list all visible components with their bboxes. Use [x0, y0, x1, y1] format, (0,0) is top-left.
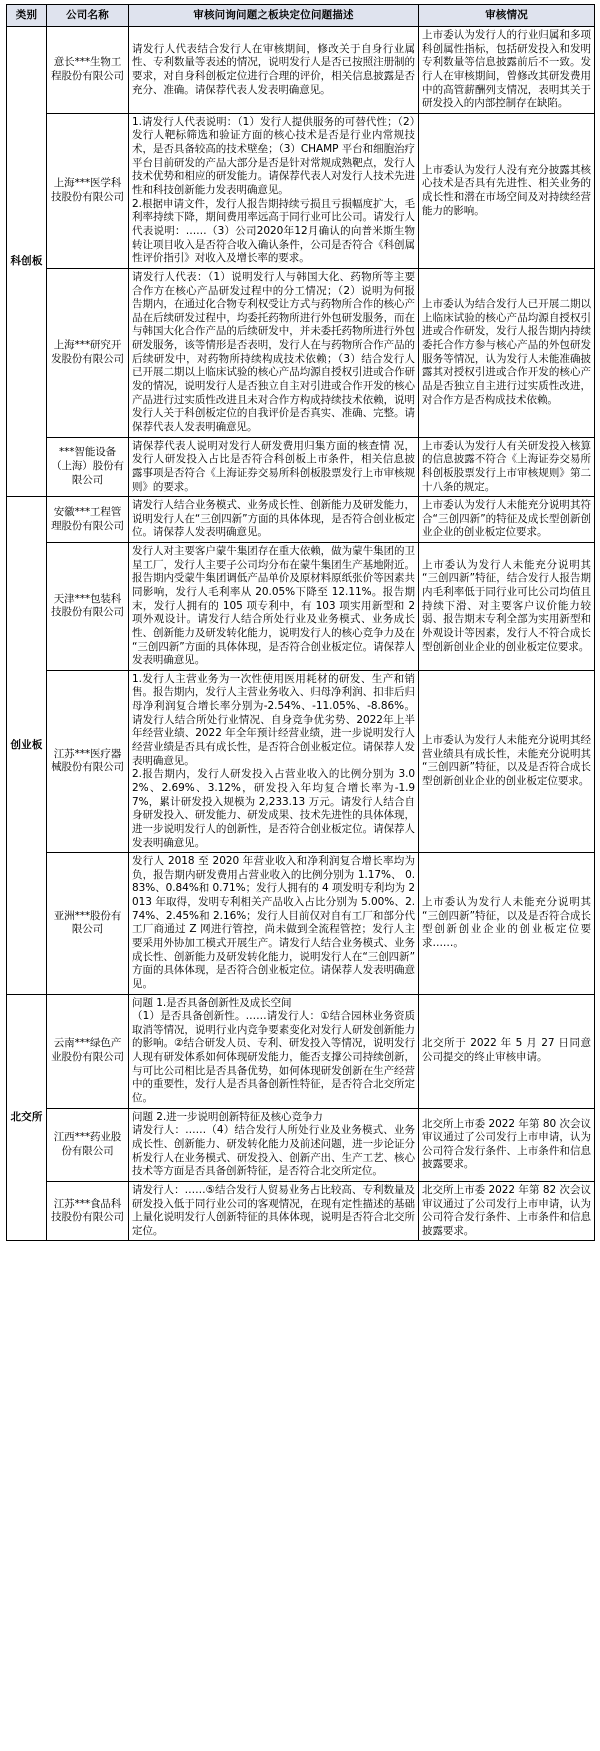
question-paragraph: 发行人对主要客户蒙牛集团存在重大依赖，做为蒙牛集团的卫星工厂，发行人主要子公司均分布在蒙牛集团生产基地附近。报告期内受蒙牛集团调低产品单价及原材料原纸张价等因素共同影响，发行人毛利率从 20.05%下降至 12.11%。报告期末，发行人拥有的 105 项专利中，有 103 项实用新型和 2 项外观设计。请发行人结合所处行业及业务模式、业务成长性、创新能力及研发转化能力，说明发行人的核心竞争力及在“三创四新”方面的具体体现，是否符合创业板定位。请保荐人发表明确意见。 — [132, 545, 415, 667]
audit-result-cell: 上市委认为发行人未能充分说明其符合“三创四新”的特征及成长型创新创业企业的创业板定位要求。 — [419, 497, 595, 543]
table-row — [7, 113, 595, 268]
table-row — [7, 853, 595, 994]
company-name-cell: 上海***研究开发股份有限公司 — [47, 268, 129, 437]
company-name-cell: 云南***绿色产业股份有限公司 — [47, 994, 129, 1108]
question-description-cell — [129, 994, 419, 1108]
company-name-cell: 江苏***食品科技股份有限公司 — [47, 1181, 129, 1241]
question-paragraph: 请发行人结合业务模式、业务成长性、创新能力及研发能力，说明发行人在“三创四新”方面的具体体现，是否符合创业板定位。请保荐人发表明确意见。 — [132, 499, 415, 539]
question-paragraph: 请发行人：……⑤结合发行人贸易业务占比较高、专利数量及研发投入低于同行业公司的客观情况，在现有定性描述的基础上量化说明发行人创新特征的具体体现，说明是否符合北交所定位。 — [132, 1183, 415, 1237]
question-paragraph: 请发行人：……（4）结合发行人所处行业及业务模式、业务成长性、创新能力、研发转化能力及前述问题，进一步论证分析发行人在业务模式、研发投入、创新产出、生产工艺、核心技术等方面是否具备创新特征，是否符合北交所定位。 — [132, 1124, 415, 1178]
question-description-cell — [129, 1108, 419, 1181]
audit-result-cell: 上市委认为发行人有关研发投入核算的信息披露不符合《上海证券交易所科创板股票发行上市审核规则》第二十八条的规定。 — [419, 437, 595, 497]
question-paragraph: 问题 2.进一步说明创新特征及核心竞争力 — [132, 1110, 323, 1123]
column-header-result: 审核情况 — [419, 5, 595, 27]
question-paragraph: 问题 1.是否具备创新性及成长空间 — [132, 996, 292, 1009]
table-row — [7, 497, 595, 543]
table-row — [7, 1108, 595, 1181]
audit-result-cell: 北交所上市委 2022 年第 82 次会议审议通过了公司发行上市申请，认为公司符合发行条件、上市条件和信息披露要求。 — [419, 1181, 595, 1241]
audit-result-cell: 上市委认为发行人的行业归属和多项科创属性指标，包括研发投入和发明专利数量等信息披露前后不一致。发行人在审核期间，曾修改其研发费用中的高管薪酬列支情况，表明其关于研发投入的内部控制存在缺陷。 — [419, 27, 595, 114]
company-name-cell: 上海***医学科技股份有限公司 — [47, 113, 129, 268]
audit-result-cell: 上市委认为发行人未能充分说明其经营业绩具有成长性，未能充分说明其“三创四新”特征，以及是否符合成长型创新创业企业的创业板定位要求。 — [419, 670, 595, 852]
column-header-category: 类别 — [7, 5, 47, 27]
question-paragraph: 2.根据申请文件，发行人报告期持续亏损且亏损幅度扩大，毛利率持续下降，期间费用率远高于同行业可比公司。请发行人代表说明：……（3）公司2020年12月确认的向普米斯生物转让项目收入是否符合收入确认条件，公司是否符合《科创属性评价指引》对收入及增长率的要求。 — [132, 197, 415, 265]
company-name-cell: 意长***生物工程股份有限公司 — [47, 27, 129, 114]
question-paragraph: （1）是否具备创新性。……请发行人：①结合园林业务资质取消等情况，说明行业内竞争要素变化对发行人研发创新能力的影响。②结合研发人员、专利、研发投入等情况，说明发行人现有研发体系如何体现研发能力，能否支撑公司持续创新，与可比公司相比是否具备优势，如何体现研发创新在生产经营中的重要性，发行人是否具备创新性特征，是否符合北交所定位。 — [132, 1010, 415, 1105]
question-paragraph: 2.报告期内，发行人研发投入占营业收入的比例分别为 3.02%、2.69%、3.12%，研发投入年均复合增长率为-1.97%，累计研发投入规模为 2,233.13 万元。请发行人结合自身研发投入、研发能力、研发成果、技术先进性的具体体现，进一步说明发行人的创新性，是否符合创业板定位。请保荐人发表明确意见。 — [132, 768, 415, 849]
table-body — [7, 27, 595, 1241]
company-name-cell: 天津***包装科技股份有限公司 — [47, 543, 129, 671]
question-paragraph: 1.请发行人代表说明：（1）发行人提供服务的可替代性；（2）发行人靶标筛选和验证方面的核心技术是否是行业内常规技术，是否具备较高的技术壁垒；（3）CHAMP 平台和细胞治疗平台目前研发的产品大部分是否是针对常规成熟靶点，发行人技术优势和相应的研发能力。请保荐代表人对发行人技术先进性和科技创新能力发表明确意见。 — [132, 115, 415, 197]
table-row — [7, 670, 595, 852]
question-description-cell — [129, 1181, 419, 1241]
company-name-cell: 江西***药业股份有限公司 — [47, 1108, 129, 1181]
company-name-cell: 亚洲***股份有限公司 — [47, 853, 129, 994]
table-row — [7, 1181, 595, 1241]
company-name-cell: 安徽***工程管理股份有限公司 — [47, 497, 129, 543]
question-description-cell — [129, 670, 419, 852]
question-paragraph: 发行人 2018 至 2020 年营业收入和净利润复合增长率均为负，报告期内研发费用占营业收入的比例分别为 1.17%、 0.83%、0.84%和 0.71%；发行人拥有的 4 项发明专利均为 2013 年取得，发明专利相关产品收入占比分别为 5.00%、2.74%、2.45%和 2.16%；发行人目前仅对自有工厂和部分代工厂商通过 Z 网进行管控，尚未做到全流程管控；发行人主要采用外协加工模式开展生产。请发行人结合业务模式、业务成长性、创新能力及研发转化能力，说明发行人在“三创四新”方面的具体体现，是否符合创业板定位。请保荐人发表明确意见。 — [132, 855, 416, 990]
column-header-company: 公司名称 — [47, 5, 129, 27]
table-row — [7, 27, 595, 114]
header-row — [7, 5, 595, 27]
company-name-cell: ***智能设备（上海）股份有限公司 — [47, 437, 129, 497]
audit-result-cell: 上市委认为发行人未能充分说明其“三创四新”特征，结合发行人报告期内毛利率低于同行业可比公司均值且持续下滑、对主要客户议价能力较弱、报告期末专利全部为实用新型和外观设计等因素，发行人不符合成长型创新创业企业的创业板定位要求。 — [419, 543, 595, 671]
category-cell: 创业板 — [7, 497, 47, 994]
table-row — [7, 437, 595, 497]
audit-result-cell: 北交所上市委 2022 年第 80 次会议审议通过了公司发行上市申请，认为公司符合发行条件、上市条件和信息披露要求。 — [419, 1108, 595, 1181]
category-cell: 北交所 — [7, 994, 47, 1241]
category-cell: 科创板 — [7, 27, 47, 497]
question-description-cell — [129, 497, 419, 543]
audit-result-cell: 上市委认为发行人未能充分说明其“三创四新”特征，以及是否符合成长型创新创业企业的创业板定位要求……。 — [419, 853, 595, 994]
question-description-cell — [129, 27, 419, 114]
column-header-question: 审核问询问题之板块定位问题描述 — [129, 5, 419, 27]
audit-question-table — [6, 4, 595, 1241]
question-description-cell — [129, 113, 419, 268]
question-paragraph: 1.发行人主营业务为一次性使用医用耗材的研发、生产和销售。报告期内，发行人主营业务收入、归母净利润、扣非后归母净利润复合增长率分别为-2.54%、-11.05%、-8.86%。请发行人结合所处行业情况、自身竞争优劣势、2022年上半年经营业绩、2022 年全年预计经营业绩，进一步说明发行人经营业绩是否具有成长性，是否符合创业板定位。请保荐人发表明确意见。 — [132, 672, 415, 767]
question-description-cell — [129, 437, 419, 497]
question-description-cell — [129, 268, 419, 437]
table-row — [7, 543, 595, 671]
question-description-cell — [129, 543, 419, 671]
audit-result-cell: 北交所于 2022 年 5 月 27 日同意公司提交的终止审核申请。 — [419, 994, 595, 1108]
question-description-cell — [129, 853, 419, 994]
company-name-cell: 江苏***医疗器械股份有限公司 — [47, 670, 129, 852]
table-row — [7, 268, 595, 437]
question-paragraph: 请发行人代表结合发行人在审核期间，修改关于自身行业属性、专利数量等表述的情况，说明发行人是否已按照注册制的要求，对自身科创板定位进行合理的评价，相关信息披露是否充分、准确。请保荐代表人发表明确意见。 — [132, 42, 415, 96]
audit-result-cell: 上市委认为结合发行人已开展二期以上临床试验的核心产品均源自授权引进或合作研发，发行人报告期内持续委托合作方参与核心产品的外包研发服务等情况，认为发行人未能准确披露其对授权引进或合作开发的核心产品是否独立自主进行过实质性改进，对合作方是否构成技术依赖。 — [419, 268, 595, 437]
table-header — [7, 5, 595, 27]
question-paragraph: 请保荐代表人说明对发行人研发费用归集方面的核查情 况，发行人研发投入占比是否符合科创板上市条件，相关信息披 露事项是否符合《上海证券交易所科创板股票发行上市审核规则》的要求。 — [132, 439, 415, 493]
question-paragraph: 请发行人代表：（1）说明发行人与韩国大化、药物所等主要合作方在核心产品研发过程中的分工情况；（2）说明为何报告期内，在通过化合物专利权受让方式与药物所合作的核心产品在后续研发过程中，均委托药物所进行外包研发服务，而在与韩国大化合作产品的后续研发中，并未委托药物所进行外包研发服务，该等情形是否表明，发行人在与药物所合作产品的后续研发中，对药物所持续构成技术依赖；（3）结合发行人已开展二期以上临床试验的核心产品均源自授权引进或合作研发的情况，说明发行人是否独立自主对引进或合作开发的核心产品进行过实质性改进且未对合作方构成持续技术依赖，说明发行人关于科创板定位的自我评价是否真实、准确、完整。请保荐代表人发表明确意见。 — [132, 270, 415, 433]
table-row — [7, 994, 595, 1108]
audit-result-cell: 上市委认为发行人没有充分披露其核心技术是否具有先进性、相关业务的成长性和潜在市场空间及对持续经营能力的影响。 — [419, 113, 595, 268]
